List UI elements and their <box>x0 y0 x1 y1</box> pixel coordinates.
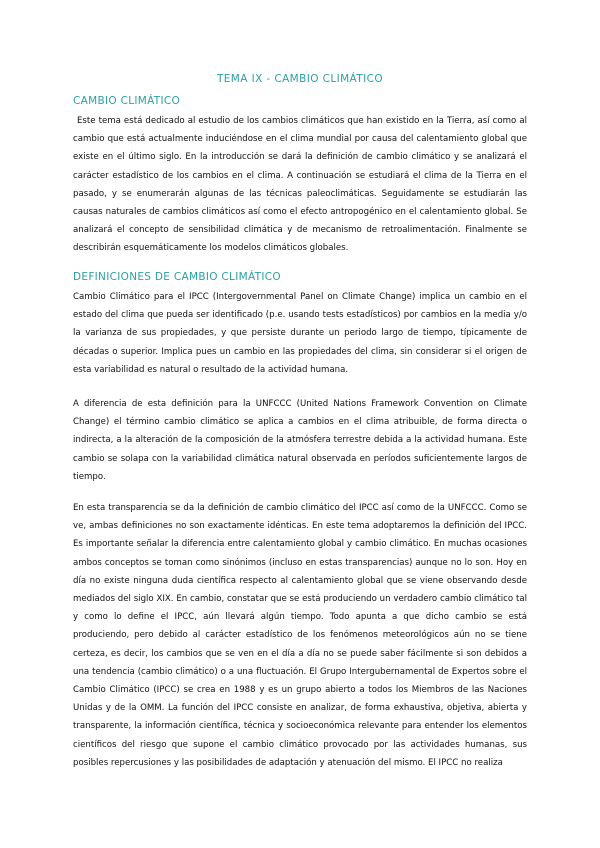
section-heading-definiciones: DEFINICIONES DE CAMBIO CLIMÁTICO <box>73 271 281 283</box>
comparison-paragraph: En esta transparencia se da la definición de cambio climático del IPCC así como de la UNFCCC. Como se ve, ambas definiciones no son exactamente idénticas. En este tema adoptaremos la definición del IPCC. Es importante señalar la diferencia entre calentamiento global y cambio climático. En muchas ocasiones ambos conceptos se toman como sinónimos (incluso en estas transparencias) aunque no lo son. Hoy en día no existe ninguna duda científica respecto al calentamiento global que se viene observando desde mediados del siglo XIX. En cambio, constatar que se está produciendo un verdadero cambio climático tal y como lo define el IPCC, aún llevará algún tiempo. Todo apunta a que dicho cambio se está produciendo, pero debido al carácter estadístico de los fenómenos meteorológicos aún no se tiene certeza, es decir, los cambios que se ven en el día a día no se puede saber fácilmente si son debidos a una tendencia (cambio climático) o a una fluctuación. El Grupo Intergubernamental de Expertos sobre el Cambio Climático (IPCC) se crea en 1988 y es un grupo abierto a todos los Miembros de las Naciones Unidas y de la OMM. La función del IPCC consiste en analizar, de forma exhaustiva, objetiva, abierta y transparente, la información científica, técnica y socioeconómica relevante para entender los elementos científicos del riesgo que supone el cambio climático provocado por las actividades humanas, sus posibles repercusiones y las posibilidades de adaptación y atenuación del mismo. El IPCC no realiza <box>73 503 527 768</box>
unfccc-definition-paragraph: A diferencia de esta definición para la UNFCCC (United Nations Framework Convention on Climate Change) el término cambio climático se aplica a cambios en el clima atribuible, de forma directa o indirecta, a la alteración de la composición de la atmósfera terrestre debida a la actividad humana. Este cambio se solapa con la variabilidad climática natural observada en períodos suficientemente largos de tiempo. <box>73 399 527 482</box>
page-title: TEMA IX - CAMBIO CLIMÁTICO <box>216 73 384 85</box>
ipcc-definition-paragraph: Cambio Climático para el IPCC (Intergovernmental Panel on Climate Change) implica un cambio en el estado del clima que pueda ser identificado (p.e. usando tests estadísticos) por cambios en la media y/o la varianza de sus propiedades, y que persiste durante un periodo largo de tiempo, típicamente de décadas o superior. Implica pues un cambio en las propiedades del clima, sin considerar si el origen de esta variabilidad es natural o resultado de la actividad humana. <box>73 292 527 375</box>
intro-paragraph: Este tema está dedicado al estudio de los cambios climáticos que han existido en la Tierra, así como al cambio que está actualmente induciéndose en el clima mundial por causa del calentamiento global que existe en el último siglo. En la introducción se dará la definición de cambio climático y se analizará el carácter estadístico de los cambios en el clima. A continuación se estudiará el clima de la Tierra en el pasado, y se enumerarán algunas de las técnicas paleoclimáticas. Seguidamente se estudiarán las causas naturales de cambios climáticos así como el efecto antropogénico en el calentamiento global. Se analizará el concepto de sensibilidad climática y de mecanismo de retroalimentación. Finalmente se describirán esquemáticamente los modelos climáticos globales. <box>73 116 527 254</box>
section-heading-cambio-climatico: CAMBIO CLIMÁTICO <box>73 95 181 107</box>
